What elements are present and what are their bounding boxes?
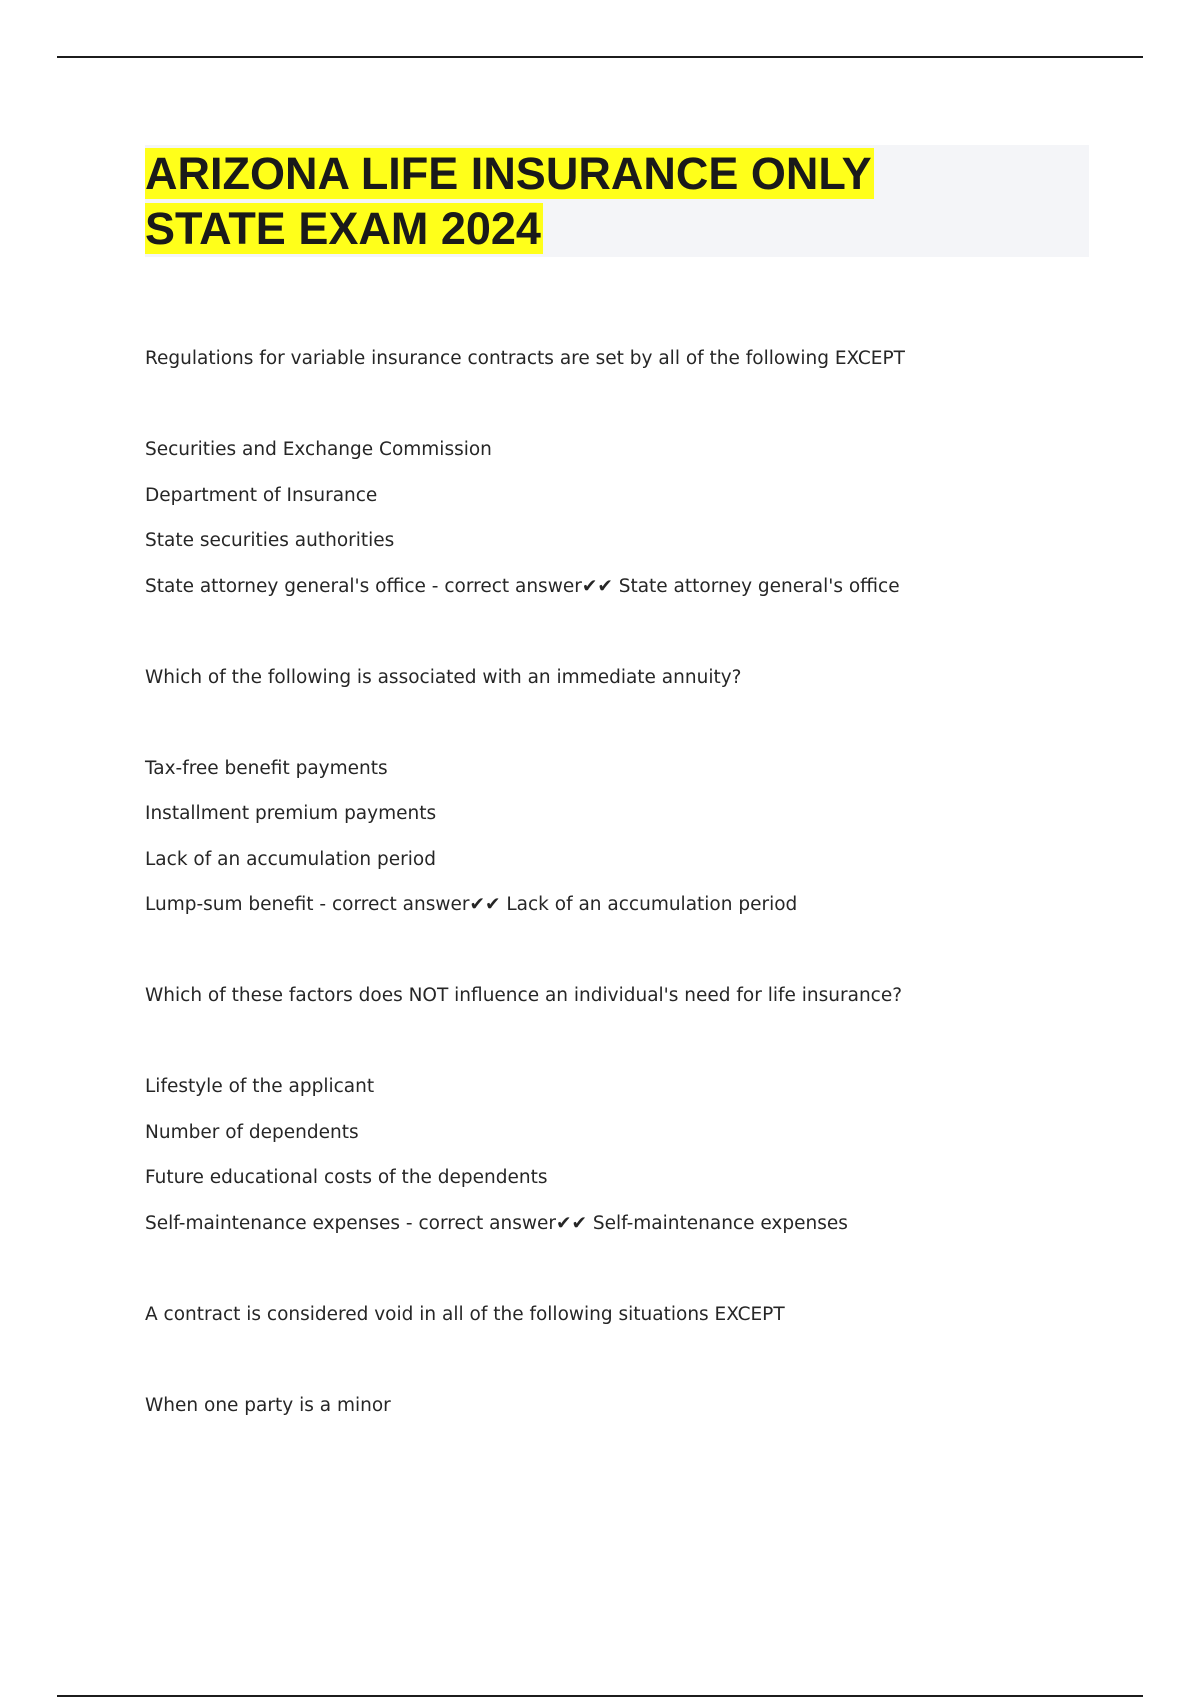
question-1-option-4-answer: State attorney general's office - correct answer✔✔ State attorney general's office (145, 576, 900, 597)
question-2-option-2: Installment premium payments (145, 803, 437, 824)
document-title (145, 146, 874, 256)
question-3-text: Which of these factors does NOT influence an individual's need for life insurance? (145, 985, 903, 1006)
title-line-1: ARIZONA LIFE INSURANCE ONLY (145, 148, 872, 199)
question-3-option-3: Future educational costs of the dependents (145, 1167, 548, 1188)
question-3-option-2: Number of dependents (145, 1122, 359, 1143)
question-3-option-4-answer: Self-maintenance expenses - correct answer✔✔ Self-maintenance expenses (145, 1213, 848, 1234)
question-2-option-3: Lack of an accumulation period (145, 849, 436, 870)
footer-rule (57, 1695, 1143, 1697)
question-3-option-1: Lifestyle of the applicant (145, 1076, 375, 1097)
question-2-option-1: Tax-free benefit payments (145, 758, 388, 779)
question-1-option-3: State securities authorities (145, 530, 395, 551)
question-1-text: Regulations for variable insurance contracts are set by all of the following EXCEPT (145, 348, 905, 369)
question-1-option-1: Securities and Exchange Commission (145, 439, 492, 460)
question-2-option-4-answer: Lump-sum benefit - correct answer✔✔ Lack of an accumulation period (145, 894, 798, 915)
question-4-text: A contract is considered void in all of the following situations EXCEPT (145, 1304, 785, 1325)
question-2-text: Which of the following is associated with an immediate annuity? (145, 667, 742, 688)
question-1-option-2: Department of Insurance (145, 485, 378, 506)
question-4-option-1: When one party is a minor (145, 1395, 391, 1416)
header-rule (57, 56, 1143, 58)
title-line-2: STATE EXAM 2024 (145, 203, 541, 254)
